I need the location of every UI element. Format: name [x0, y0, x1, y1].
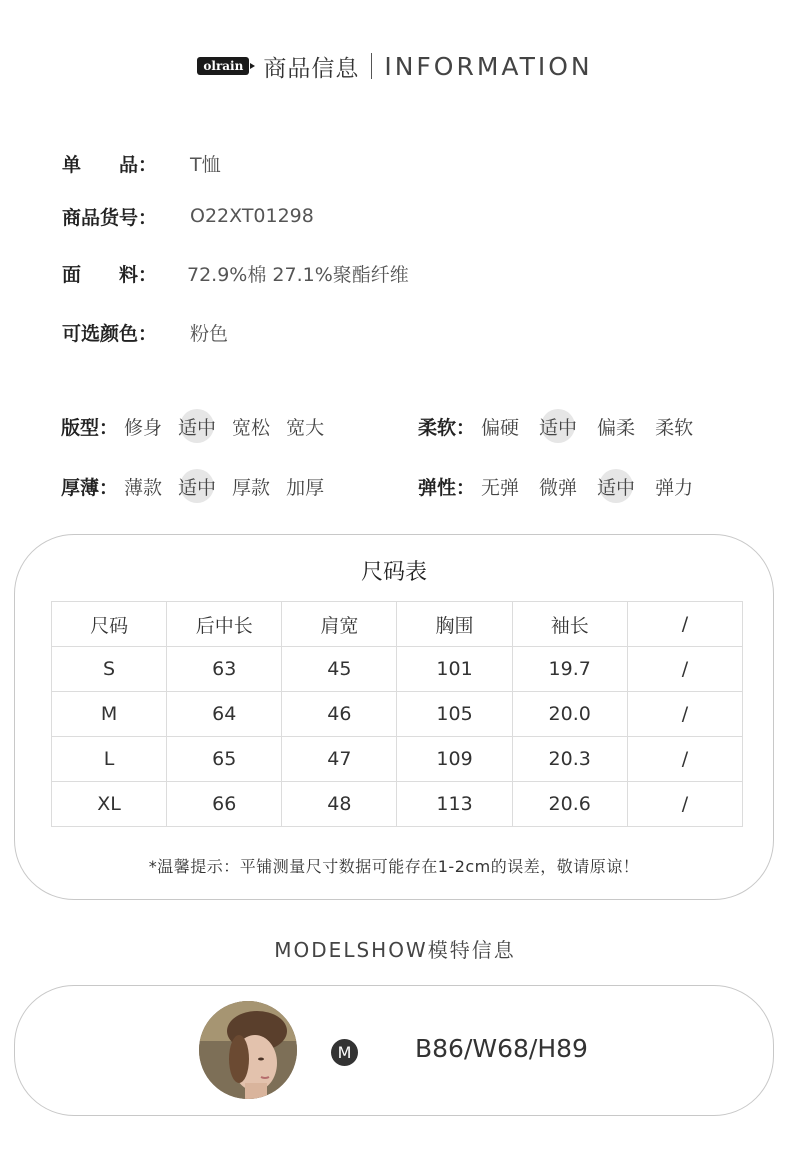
title-divider [371, 53, 372, 79]
info-value: T恤 [190, 153, 221, 176]
attr-option: 宽松 [232, 416, 271, 439]
table-cell: 20.3 [512, 737, 627, 782]
info-item-fabric [62, 258, 409, 288]
table-cell: 113 [397, 782, 512, 827]
table-cell: 109 [397, 737, 512, 782]
attr-option-selected: 适中 [595, 473, 637, 500]
attr-option: 微弹 [539, 476, 578, 499]
attr-option: 薄款 [124, 476, 163, 499]
model-avatar [199, 1001, 297, 1099]
attr-label: 版型： [61, 416, 119, 439]
info-item-sku [62, 201, 314, 231]
model-measurements: B86/W68/H89 [415, 1034, 588, 1063]
title-en: INFORMATION [384, 51, 593, 81]
info-item-product [62, 148, 221, 178]
model-size-badge: M [331, 1039, 358, 1066]
table-header: 袖长 [512, 602, 627, 647]
info-value: O22XT01298 [190, 205, 314, 227]
table-header: 后中长 [167, 602, 282, 647]
attr-option: 无弹 [481, 476, 520, 499]
attr-softness [418, 411, 707, 441]
header [0, 48, 790, 84]
brand-logo: olrain [197, 57, 249, 75]
table-row [52, 737, 743, 782]
table-cell: 46 [282, 692, 397, 737]
attr-option-selected: 适中 [176, 413, 218, 440]
info-value: 72.9%棉 27.1%聚酯纤维 [187, 263, 409, 286]
table-cell: 20.6 [512, 782, 627, 827]
table-row [52, 782, 743, 827]
attr-option-selected: 适中 [537, 413, 579, 440]
table-cell: / [627, 782, 742, 827]
attr-option: 弹力 [655, 476, 694, 499]
table-cell: / [627, 647, 742, 692]
table-cell: 48 [282, 782, 397, 827]
table-cell: 19.7 [512, 647, 627, 692]
size-chart-note: *温馨提示：平铺测量尺寸数据可能存在1-2cm的误差，敬请原谅！ [148, 857, 640, 876]
info-value: 粉色 [190, 322, 229, 345]
table-cell: 47 [282, 737, 397, 782]
attr-label: 弹性： [418, 476, 476, 499]
table-cell: 64 [167, 692, 282, 737]
attr-option: 厚款 [232, 476, 271, 499]
table-cell: L [52, 737, 167, 782]
info-label: 单 品： [62, 153, 158, 176]
size-chart-title: 尺码表 [360, 560, 427, 585]
info-item-color [62, 317, 228, 347]
model-portrait-image [199, 1001, 297, 1099]
table-cell: M [52, 692, 167, 737]
attr-option: 宽大 [286, 416, 325, 439]
table-cell: 105 [397, 692, 512, 737]
table-cell: 63 [167, 647, 282, 692]
attr-option: 偏硬 [481, 416, 520, 439]
attr-option: 柔软 [655, 416, 694, 439]
table-header: 肩宽 [282, 602, 397, 647]
table-cell: 20.0 [512, 692, 627, 737]
table-header: / [627, 602, 742, 647]
attr-fit [61, 411, 338, 441]
table-header-row [52, 602, 743, 647]
attr-option: 加厚 [286, 476, 325, 499]
table-cell: / [627, 737, 742, 782]
attr-option-selected: 适中 [176, 473, 218, 500]
table-row [52, 647, 743, 692]
table-cell: 101 [397, 647, 512, 692]
info-label: 可选颜色： [62, 322, 158, 345]
table-cell: 65 [167, 737, 282, 782]
info-label: 商品货号： [62, 206, 158, 229]
table-cell: / [627, 692, 742, 737]
size-table [51, 601, 743, 827]
table-cell: XL [52, 782, 167, 827]
table-header: 胸围 [397, 602, 512, 647]
attr-option: 偏柔 [597, 416, 636, 439]
info-label: 面 料： [62, 263, 158, 286]
attr-label: 厚薄： [61, 476, 119, 499]
table-cell: 45 [282, 647, 397, 692]
table-header: 尺码 [52, 602, 167, 647]
table-cell: 66 [167, 782, 282, 827]
model-card [14, 985, 774, 1116]
attr-label: 柔软： [418, 416, 476, 439]
table-row [52, 692, 743, 737]
model-section-title: MODELSHOW模特信息 [274, 938, 516, 962]
attr-thickness [61, 471, 338, 501]
attr-option: 修身 [124, 416, 163, 439]
table-cell: S [52, 647, 167, 692]
attr-elasticity [418, 471, 707, 501]
size-chart-card [14, 534, 774, 900]
title-cn: 商品信息 [263, 55, 360, 82]
